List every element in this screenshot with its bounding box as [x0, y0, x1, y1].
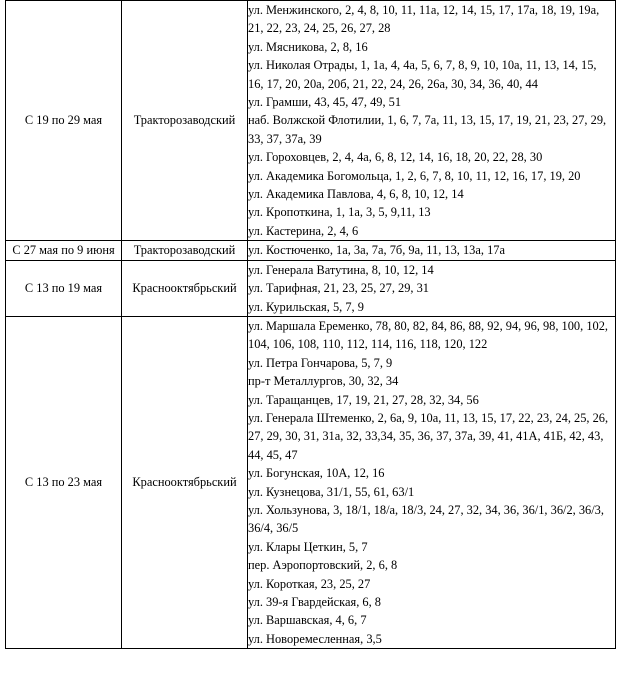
table-row: [6, 316, 616, 648]
district-cell: [122, 316, 248, 648]
street-entry: ул. Петра Гончарова, 5, 7, 9: [248, 355, 393, 370]
streets-cell: [248, 241, 616, 260]
street-entry: ул. Академика Богомольца, 1, 2, 6, 7, 8, 10, 11, 12, 16, 17, 19, 20: [248, 168, 581, 183]
street-entry: ул. Николая Отрады, 1, 1а, 4, 4а, 5, 6, 7, 8, 9, 10, 10а, 11, 13, 14, 15, 16, 17, 20, 20а, 20б, 21, 22, 24, 26, 26а, 30, 34, 36, 40, 44: [248, 58, 597, 91]
date-text: С 13 по 19 мая: [24, 281, 103, 296]
date-text: С 19 по 29 мая: [24, 113, 103, 128]
street-entry: ул. Клары Цеткин, 5, 7: [248, 539, 368, 554]
district-text: Краснооктябрьский: [132, 281, 237, 296]
street-entry: ул. Кузнецова, 31/1, 55, 61, 63/1: [248, 484, 415, 499]
district-text: Тракторозаводский: [133, 113, 236, 128]
table-row: [6, 1, 616, 241]
street-entry: наб. Волжской Флотилии, 1, 6, 7, 7а, 11, 13, 15, 17, 19, 21, 23, 27, 29, 33, 37, 37а, 39: [248, 113, 607, 146]
street-entry: пер. Аэропортовский, 2, 6, 8: [248, 558, 398, 573]
streets-cell: [248, 316, 616, 648]
street-entry: ул. Новоремесленная, 3,5: [248, 631, 382, 646]
street-entry: ул. Тарифная, 21, 23, 25, 27, 29, 31: [248, 281, 429, 296]
street-entry: ул. Академика Павлова, 4, 6, 8, 10, 12, 14: [248, 187, 464, 202]
street-entry: ул. 39-я Гвардейская, 6, 8: [248, 595, 381, 609]
street-entry: ул. Курильская, 5, 7, 9: [248, 299, 364, 314]
street-entry: ул. Кастерина, 2, 4, 6: [248, 223, 359, 238]
street-entry: ул. Менжинского, 2, 4, 8, 10, 11, 11а, 12, 14, 15, 17, 17а, 18, 19, 19а, 21, 22, 23, 24, 25, 26, 27, 28: [248, 3, 600, 36]
street-entry: пр-т Металлургов, 30, 32, 34: [248, 374, 399, 389]
streets-cell: [248, 1, 616, 241]
street-entry: ул. Богунская, 10А, 12, 16: [248, 466, 385, 481]
date-cell: [6, 241, 122, 260]
district-cell: [122, 1, 248, 241]
table-row: [6, 241, 616, 260]
street-entry: ул. Кропоткина, 1, 1а, 3, 5, 9,11, 13: [248, 205, 431, 220]
district-text: Тракторозаводский: [133, 243, 236, 258]
date-cell: [6, 260, 122, 316]
street-entry: ул. Короткая, 23, 25, 27: [248, 576, 371, 591]
streets-cell: [248, 260, 616, 316]
street-entry: ул. Маршала Еременко, 78, 80, 82, 84, 86, 88, 92, 94, 96, 98, 100, 102, 104, 106, 108, 110, 112, 114, 116, 118, 120, 122: [248, 318, 609, 352]
street-entry: ул. Варшавская, 4, 6, 7: [248, 613, 367, 628]
street-entry: ул. Гороховцев, 2, 4, 4а, 6, 8, 12, 14, 16, 18, 20, 22, 28, 30: [248, 150, 543, 165]
date-text: С 13 по 23 мая: [24, 475, 103, 490]
street-entry: ул. Генерала Ватутина, 8, 10, 12, 14: [248, 262, 434, 277]
district-cell: [122, 241, 248, 260]
table-row: [6, 260, 616, 316]
street-entry: ул. Костюченко, 1а, 3а, 7а, 7б, 9а, 11, 13, 13а, 17а: [248, 243, 505, 258]
date-text: С 27 мая по 9 июня: [12, 243, 115, 258]
district-cell: [122, 260, 248, 316]
street-entry: ул. Хользунова, 3, 18/1, 18/а, 18/3, 24, 27, 32, 34, 36, 36/1, 36/2, 36/3, 36/4, 36/5: [248, 502, 604, 536]
street-entry: ул. Генерала Штеменко, 2, 6а, 9, 10а, 11, 13, 15, 17, 22, 23, 24, 25, 26, 27, 29, 30, 31, 31а, 32, 33,34, 35, 36, 37, 37а, 39, 41, 41А, 41Б, 42, 43, 44, 45, 47: [248, 410, 609, 462]
street-entry: ул. Мясникова, 2, 8, 16: [248, 39, 368, 54]
date-cell: [6, 1, 122, 241]
date-cell: [6, 316, 122, 648]
district-text: Краснооктябрьский: [132, 475, 237, 490]
schedule-table: [5, 0, 616, 649]
street-entry: ул. Таращанцев, 17, 19, 21, 27, 28, 32, 34, 56: [248, 392, 479, 407]
street-entry: ул. Грамши, 43, 45, 47, 49, 51: [248, 95, 402, 110]
